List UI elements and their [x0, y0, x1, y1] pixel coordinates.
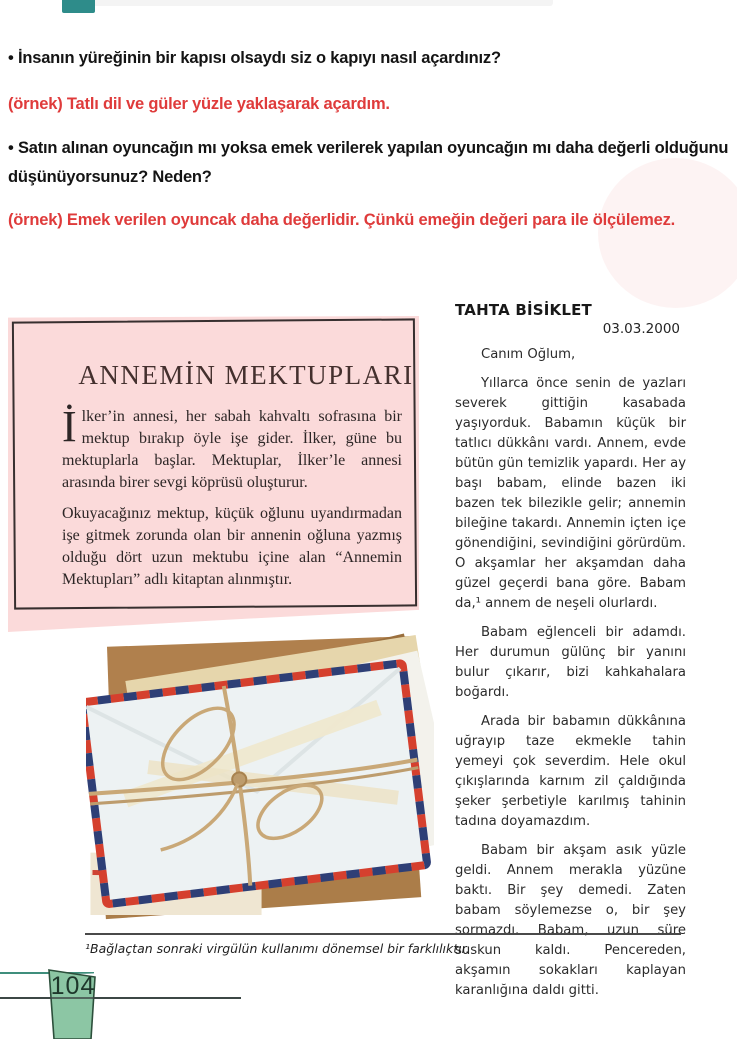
footnote-rule: [85, 933, 681, 935]
question-2: • Satın alınan oyuncağın mı yoksa emek verilerek yapılan oyuncağın mı daha değerli olduğunu düşünüyorsunuz? Neden?: [8, 139, 729, 186]
letter-body: [455, 345, 686, 1001]
letter-title: TAHTA BİSİKLET: [455, 301, 592, 319]
page-number: 104: [50, 972, 96, 1000]
footnote-text: ¹Bağlaçtan sonraki virgülün kullanımı dönemsel bir farklılıktır.: [85, 941, 470, 956]
letter-paragraph: Arada bir babamın dükkânına uğrayıp taze ekmekle tahin yemeyi çok severdim. Hele okul çıkışlarında karnım zil çaldığında şeker şerbetiyle karılmış tahinin tadına doyamazdım.: [455, 714, 686, 829]
theme-color-tab: [62, 0, 95, 13]
intro-box-text: [62, 402, 402, 600]
letter-paragraph: Babam eğlenceli bir adamdı. Her durumun gülünç bir yanını bulur çıkarır, bizi kahkahalara boğardı.: [455, 625, 686, 700]
intro-paragraph-1-text: lker’in annesi, her sabah kahvaltı sofrasına bir mektup bırakıp öyle işe gider. İlker, güne bu mektuplarla başlar. Mektuplar, İlker’le annesi arasında birer sevgi köprüsü oluşturur.: [62, 408, 402, 491]
reading-title: ANNEMİN MEKTUPLARI: [78, 360, 414, 390]
letter-date: 03.03.2000: [602, 321, 680, 337]
drop-cap: İ: [62, 402, 77, 451]
letter-salutation: Canım Oğlum,: [481, 347, 576, 362]
letter-paragraph: Babam bir akşam asık yüzle geldi. Annem merakla yüzüne baktı. Bir şey demedi. Zaten babam söylemezse o, bir şey sormazdı. Babam, uzun süre suskun kaldı. Pencereden, akşamın sokakları kaplayan karanlığına daldı gitti.: [455, 843, 686, 998]
letter-column: [455, 301, 686, 1010]
question-1: • İnsanın yüreğinin bir kapısı olsaydı siz o kapıyı nasıl açardınız?: [8, 49, 501, 67]
top-edge-strip: [66, 0, 553, 6]
bottom-rule: [0, 997, 241, 999]
letter-paragraph: Yıllarca önce senin de yazları severek gittiğin kasabada yaşıyorduk. Babamın küçük bir tatlıcı dükkânı vardı. Annem, evde bütün gün temizlik yapardı. Her ay başı babam, elinde bazen iki bazen tek bilezikle gelir; annemin bileğine takardı. Annemin içten içe gönendiğini, sevindiğini görürdüm. O akşamlar her akşamdan daha güzel geçerdi bana göre. Babam da,¹ annem de neşeli olurlardı.: [455, 376, 686, 611]
bow-knot: [231, 772, 247, 788]
answer-1: (örnek) Tatlı dil ve güler yüzle yaklaşarak açardım.: [8, 95, 390, 113]
intro-paragraph-2: Okuyacağınız mektup, küçük oğlunu uyandırmadan işe gitmek zorunda olan bir annenin oğluna yazmış olduğu dört uzun mektubu içine alan “Annemin Mektupları” adlı kitaptan alınmıştır.: [62, 505, 402, 588]
letters-bundle-photo: [86, 626, 434, 932]
intro-paragraph-1: [62, 402, 402, 494]
answer-2: (örnek) Emek verilen oyuncak daha değerlidir. Çünkü emeğin değeri para ile ölçülemez.: [8, 211, 676, 229]
